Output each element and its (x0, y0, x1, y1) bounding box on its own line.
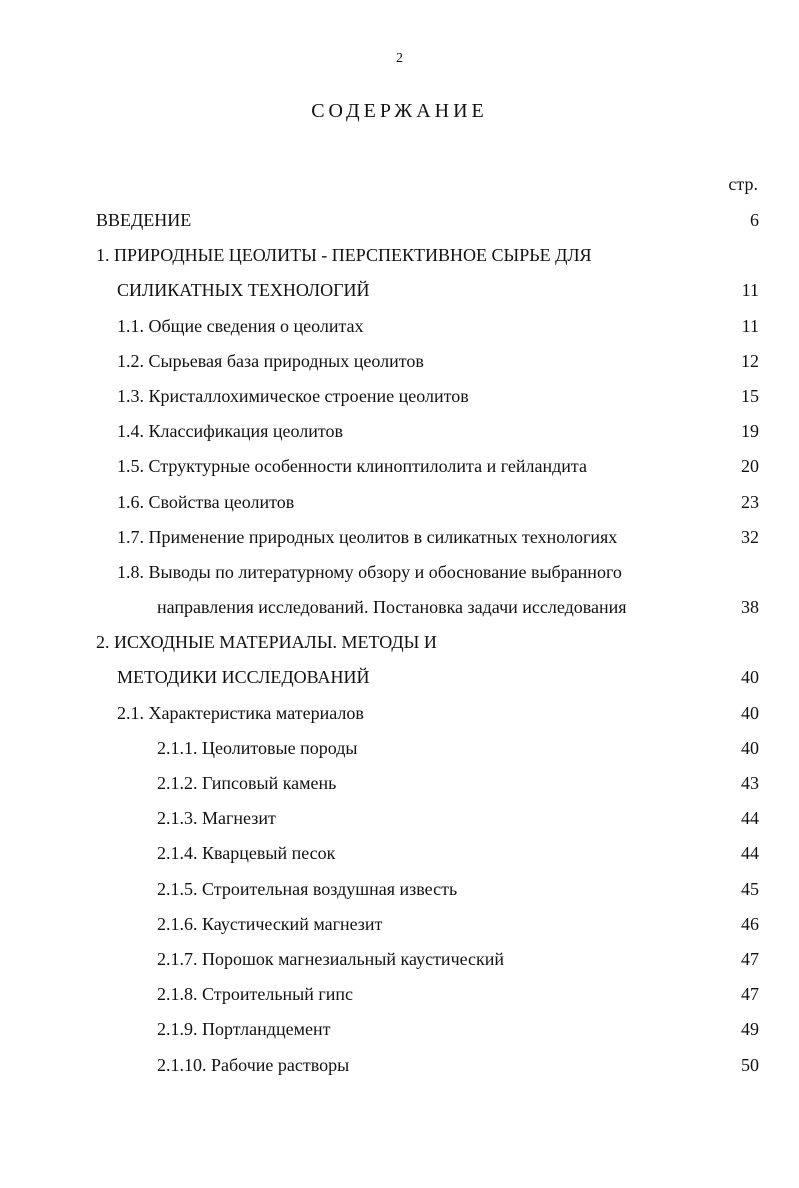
toc-entry-page: 20 (741, 456, 759, 477)
toc-entry-page: 15 (741, 385, 759, 406)
toc-entry-text: 2.1.2. Гипсовый камень (157, 773, 337, 793)
toc-entry (0, 238, 799, 273)
toc-entry-page: 44 (741, 808, 759, 829)
toc-title: СОДЕРЖАНИЕ (311, 100, 488, 122)
toc-entry-text: 1.5. Структурные особенности клиноптилолита и гейландита (117, 456, 587, 477)
toc-entry-text: СИЛИКАТНЫХ ТЕХНОЛОГИЙ (117, 280, 370, 301)
toc-entry-page: 40 (741, 737, 759, 758)
toc-entry (0, 731, 799, 766)
toc-entry-text: 2.1.6. Каустический магнезит (157, 913, 383, 934)
toc-entry-page: 44 (741, 843, 759, 864)
toc-entry-page: 47 (741, 984, 759, 1005)
toc-entry (0, 555, 799, 590)
toc-entry-text: 2.1.8. Строительный гипс (157, 984, 354, 1005)
toc-entry (0, 766, 799, 801)
toc-entry (0, 414, 799, 449)
toc-entry-page: 45 (741, 878, 759, 899)
toc-entry-text: 2.1.1. Цеолитовые породы (157, 737, 358, 758)
toc-entry-page: 43 (741, 773, 759, 793)
toc-entry (0, 344, 799, 379)
toc-entry-text: МЕТОДИКИ ИССЛЕДОВАНИЙ (117, 667, 370, 688)
toc-entry-text: 2.1.3. Магнезит (157, 808, 276, 829)
toc-entry (0, 801, 799, 836)
toc-entry-text: 2.1.9. Портландцемент (157, 1019, 331, 1040)
toc-entry (0, 977, 799, 1012)
toc-entry (0, 449, 799, 484)
table-of-contents (0, 203, 799, 1083)
toc-entry-text: 2.1. Характеристика материалов (117, 702, 364, 723)
toc-entry-text: 1.1. Общие сведения о цеолитах (117, 315, 364, 336)
toc-entry-text: ВВЕДЕНИЕ (96, 210, 192, 230)
toc-entry (0, 625, 799, 660)
toc-entry (0, 696, 799, 731)
toc-entry-text: 1.7. Применение природных цеолитов в силикатных технологиях (117, 526, 618, 547)
toc-entry-text: 2.1.10. Рабочие растворы (157, 1054, 350, 1075)
toc-entry (0, 942, 799, 977)
toc-entry-page: 11 (741, 280, 759, 301)
toc-entry-text: направления исследований. Постановка задачи исследования (157, 597, 627, 618)
toc-entry (0, 907, 799, 942)
page-number: 2 (396, 51, 403, 66)
toc-entry-text: 1.4. Классификация цеолитов (117, 421, 344, 442)
toc-entry-page: 46 (741, 913, 759, 934)
toc-entry-text: 1.3. Кристаллохимическое строение цеолитов (117, 385, 469, 406)
toc-entry-page: 12 (741, 350, 759, 371)
toc-entry (0, 273, 799, 308)
toc-entry-page: 49 (741, 1019, 759, 1040)
toc-entry-text: 2.1.7. Порошок магнезиальный каустический (157, 948, 505, 969)
toc-entry-text: 2.1.5. Строительная воздушная известь (157, 878, 458, 899)
toc-entry (0, 1012, 799, 1047)
toc-entry (0, 309, 799, 344)
toc-entry-page: 19 (741, 421, 759, 442)
toc-entry-page: 6 (750, 210, 759, 230)
toc-entry (0, 1048, 799, 1083)
toc-entry (0, 203, 799, 238)
toc-entry-text: 2. ИСХОДНЫЕ МАТЕРИАЛЫ. МЕТОДЫ И (96, 632, 437, 653)
toc-entry-text: 1. ПРИРОДНЫЕ ЦЕОЛИТЫ - ПЕРСПЕКТИВНОЕ СЫРЬЕ ДЛЯ (96, 245, 592, 266)
toc-entry-page: 40 (741, 702, 759, 723)
toc-entry (0, 485, 799, 520)
toc-entry (0, 836, 799, 871)
toc-entry-page: 11 (741, 315, 759, 336)
toc-entry (0, 379, 799, 414)
page-column-label: стр. (728, 174, 758, 194)
toc-entry (0, 660, 799, 695)
toc-entry-text: 1.8. Выводы по литературному обзору и обоснование выбранного (117, 561, 622, 582)
toc-entry-page: 50 (741, 1054, 759, 1075)
toc-entry-text: 1.6. Свойства цеолитов (117, 491, 295, 512)
toc-entry-text: 1.2. Сырьевая база природных цеолитов (117, 350, 424, 371)
toc-entry-page: 32 (741, 526, 759, 547)
toc-entry-page: 40 (741, 667, 759, 688)
toc-entry-page: 47 (741, 948, 759, 969)
toc-entry (0, 520, 799, 555)
toc-entry-page: 23 (741, 491, 759, 512)
toc-entry-page: 38 (741, 597, 759, 618)
toc-entry (0, 872, 799, 907)
toc-entry (0, 590, 799, 625)
toc-entry-text: 2.1.4. Кварцевый песок (157, 843, 336, 864)
